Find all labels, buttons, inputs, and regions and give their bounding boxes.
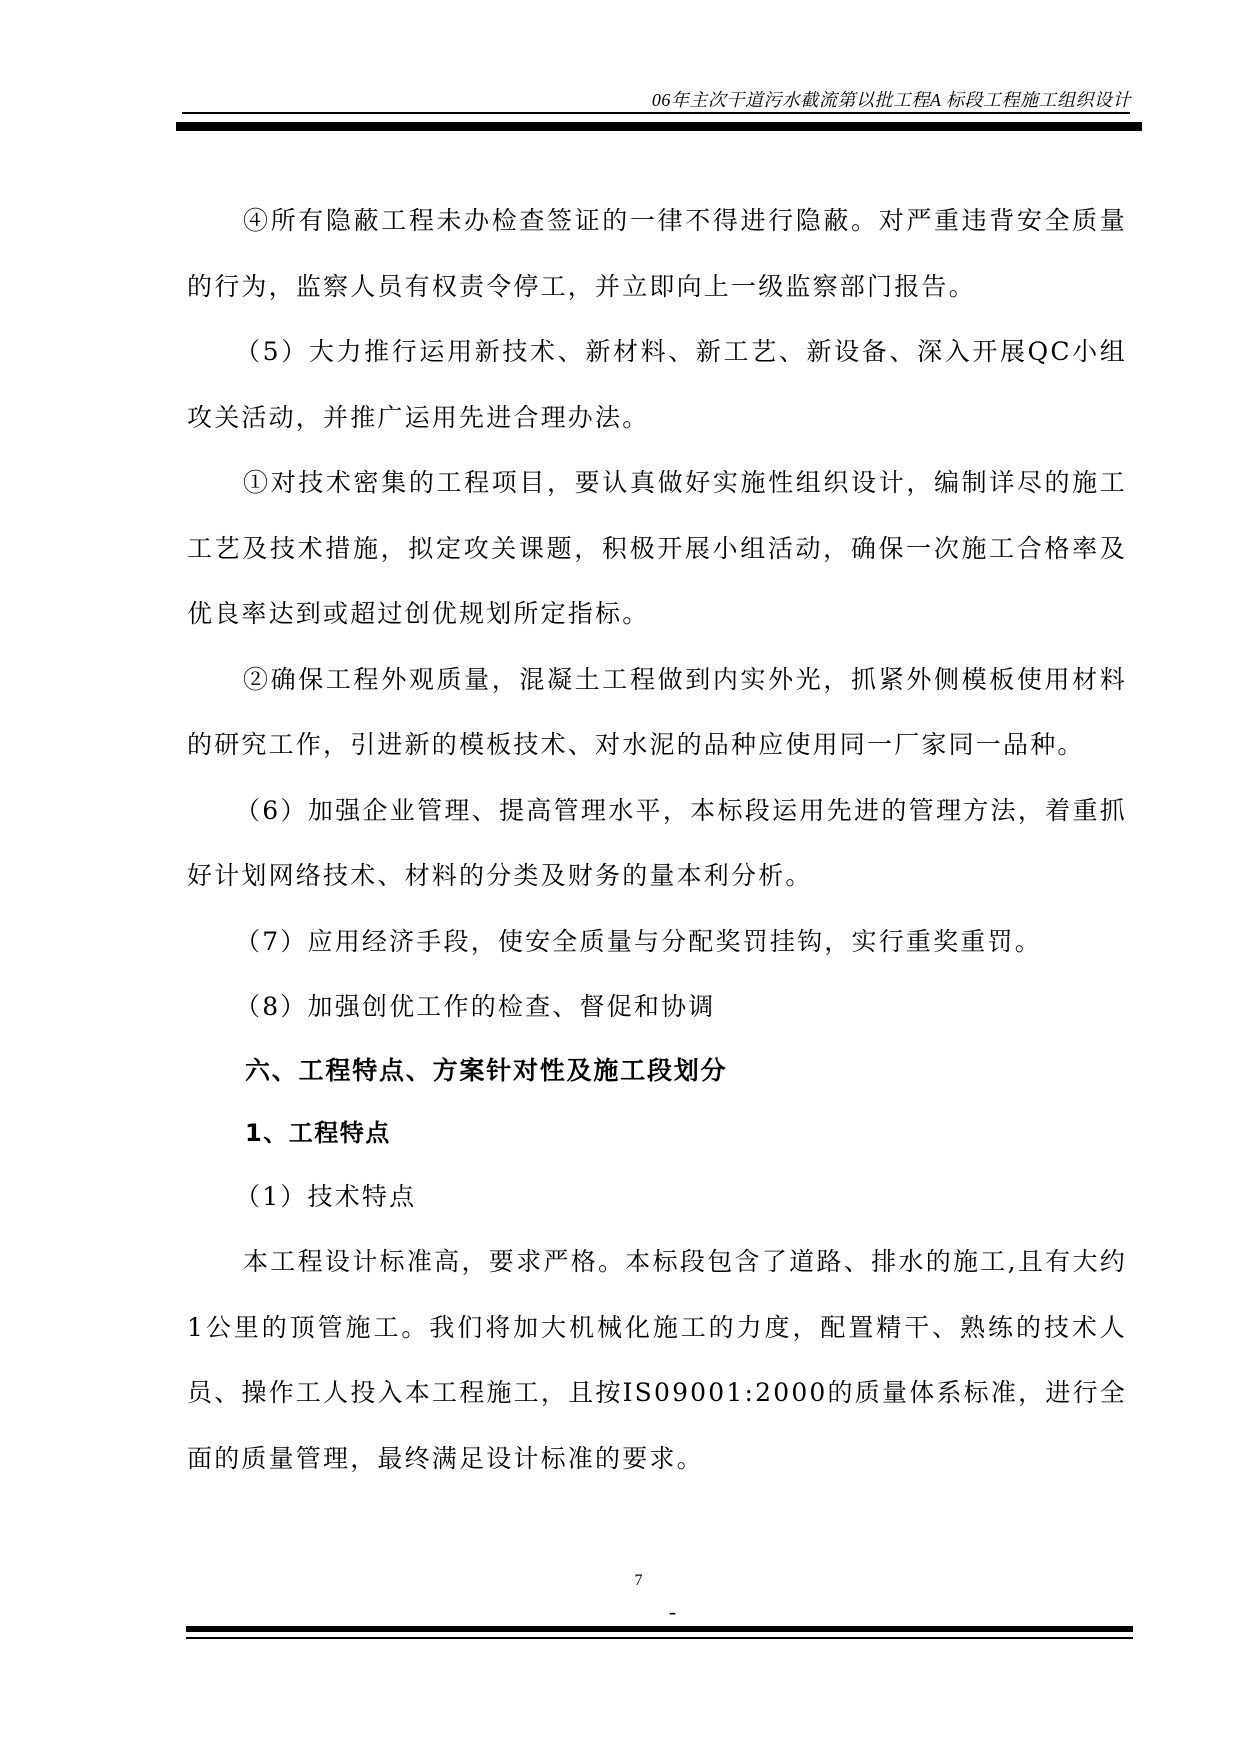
page-number: 7 [634, 1572, 643, 1589]
footer-thin-rule [186, 1637, 1133, 1639]
document-body [187, 188, 1127, 1491]
paragraph-enterprise-management: （6）加强企业管理、提高管理水平，本标段运用先进的管理方法，着重抓好计划网络技术、材料的分类及财务的量本利分析。 [187, 795, 1127, 890]
footer-dash: - [668, 1599, 677, 1624]
running-header-title: 06年主次干道污水截流第以批工程A 标段工程施工组织设计 [651, 90, 1131, 110]
paragraph-new-technology: （5）大力推行运用新技术、新材料、新工艺、新设备、深入开展QC小组攻关活动，并推广运用先进合理办法。 [187, 337, 1127, 432]
paragraph-hidden-works: ④所有隐蔽工程未办检查签证的一律不得进行隐蔽。对严重违背安全质量的行为，监察人员有权责令停工，并立即向上一级监察部门报告。 [187, 206, 1127, 301]
paragraph-technical-features-label: （1）技术特点 [235, 1181, 417, 1211]
header-thin-rule [182, 112, 1130, 114]
subsection-heading: 1、工程特点 [245, 1118, 391, 1147]
paragraph-technical-design: ①对技术密集的工程项目，要认真做好实施性组织设计，编制详尽的施工工艺及技术措施，拟定攻关课题，积极开展小组活动，确保一次施工合格率及优良率达到或超过创优规划所定指标。 [187, 468, 1127, 628]
paragraph-appearance-quality: ②确保工程外观质量，混凝土工程做到内实外光，抓紧外侧模板使用材料的研究工作，引进新的模板技术、对水泥的品种应使用同一厂家同一品种。 [187, 664, 1127, 759]
paragraph-economic-means: （7）应用经济手段，使安全质量与分配奖罚挂钩，实行重奖重罚。 [235, 926, 1042, 956]
paragraph-project-standards: 本工程设计标准高，要求严格。本标段包含了道路、排水的施工,且有大约1公里的顶管施工。我们将加大机械化施工的力度，配置精干、熟练的技术人员、操作工人投入本工程施工，且按IS09001:2000的质量体系标准，进行全面的质量管理，最终满足设计标准的要求。 [187, 1247, 1127, 1473]
header-thick-rule [176, 122, 1142, 131]
section-heading: 六、工程特点、方案针对性及施工段划分 [245, 1055, 728, 1085]
footer-thick-rule [186, 1626, 1133, 1632]
paragraph-inspection: （8）加强创优工作的检查、督促和协调 [235, 992, 716, 1021]
